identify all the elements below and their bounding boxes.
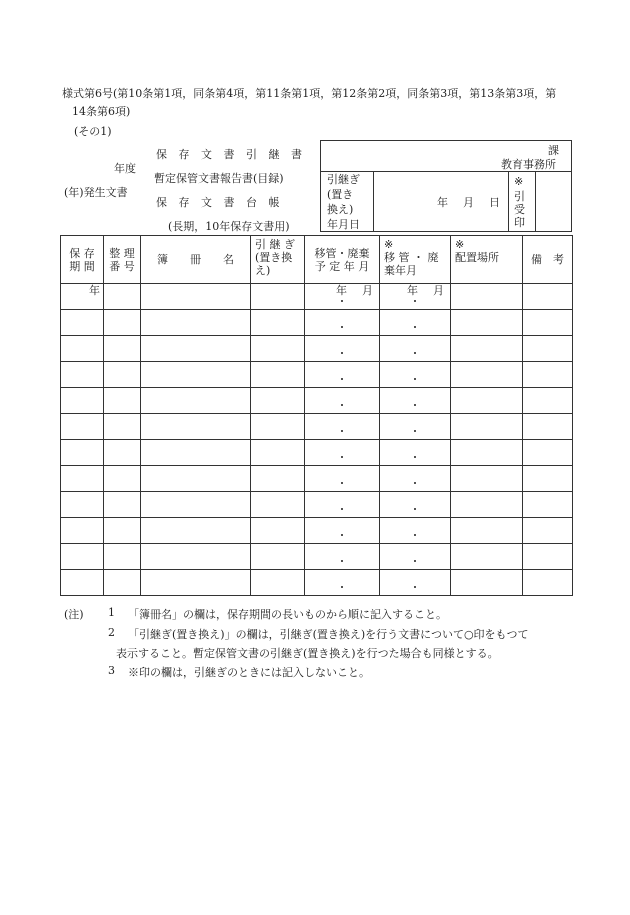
table-row [61, 570, 573, 596]
col-transfer-line1: 移管・廃棄 [314, 246, 370, 260]
year-unit: 年 [89, 284, 100, 297]
date-dot: ・ [409, 451, 421, 464]
date-dot: ・ [409, 321, 421, 334]
table-cell [251, 284, 305, 310]
table-cell [104, 310, 141, 336]
table-cell [523, 518, 573, 544]
table-row [61, 310, 573, 336]
table-cell [380, 518, 451, 544]
table-cell [523, 388, 573, 414]
table-cell [61, 544, 104, 570]
date-dot: ・ [409, 581, 421, 594]
table-cell [380, 414, 451, 440]
table-cell [451, 440, 523, 466]
table-cell [104, 570, 141, 596]
dept-label: 課 [548, 144, 559, 157]
table-cell [251, 518, 305, 544]
form-title-cont: 14条第6項) [72, 105, 131, 118]
table-cell [104, 414, 141, 440]
table-cell [523, 414, 573, 440]
table-cell [451, 362, 523, 388]
table-cell [61, 518, 104, 544]
table-cell [104, 544, 141, 570]
table-cell [305, 440, 380, 466]
table-cell [61, 310, 104, 336]
date-dot: ・ [336, 399, 348, 412]
table-row [61, 518, 573, 544]
table-row [61, 440, 573, 466]
col-handover-line3: え) [255, 264, 271, 277]
note-1-text: 「簿冊名」の欄は，保存期間の長いものから順に記入すること。 [128, 608, 447, 621]
table-cell [104, 518, 141, 544]
header-vline-1 [373, 171, 374, 232]
table-cell [305, 466, 380, 492]
table-cell [251, 310, 305, 336]
col-location [451, 236, 523, 284]
table-cell [61, 570, 104, 596]
table-row [61, 336, 573, 362]
date-dot: ・ [336, 581, 348, 594]
header-vline-2 [508, 171, 509, 232]
note-2-cont: 表示すること。暫定保管文書の引継ぎ(置き換え)を行つた場合も同様とする。 [116, 647, 499, 660]
table-cell [141, 440, 251, 466]
year-label: 年度 [114, 162, 136, 175]
book-subtitle: (長期，10年保存文書用) [168, 220, 290, 233]
table-cell [523, 492, 573, 518]
table-cell [451, 284, 523, 310]
form-title: 様式第6号(第10条第1項，同条第4項，第11条第1項，第12条第2項，同条第3項，第13条第3項，第 [62, 87, 557, 100]
table-cell [251, 440, 305, 466]
ym-unit: 年 月 [336, 284, 375, 297]
table-cell [141, 466, 251, 492]
book-title-3: 保 存 文 書 台 帳 [156, 196, 284, 209]
table-cell [141, 362, 251, 388]
table-cell [141, 414, 251, 440]
col-number-line1: 整 理 [109, 246, 135, 260]
date-dot: ・ [336, 321, 348, 334]
table-cell [251, 388, 305, 414]
table-cell [305, 518, 380, 544]
date-dot: ・ [336, 425, 348, 438]
table-cell [451, 570, 523, 596]
table-cell [61, 466, 104, 492]
table-cell [141, 310, 251, 336]
table-cell [141, 544, 251, 570]
table-cell [305, 414, 380, 440]
note-3-text: ※印の欄は，引継ぎのときには記入しないこと。 [128, 666, 370, 679]
table-cell [104, 492, 141, 518]
table-cell [104, 466, 141, 492]
col-transfer [305, 236, 380, 284]
origin-label: (年)発生文書 [64, 186, 128, 199]
table-cell [104, 336, 141, 362]
seal-char-3: 印 [514, 216, 525, 229]
col-location-label: 配置場所 [455, 251, 499, 264]
table-cell [380, 544, 451, 570]
col-period [61, 236, 104, 284]
table-cell [251, 414, 305, 440]
date-dot: ・ [409, 529, 421, 542]
table-cell [305, 284, 380, 310]
table-cell [523, 362, 573, 388]
table-cell [141, 492, 251, 518]
table-cell [451, 518, 523, 544]
col-remarks: 備 考 [523, 236, 573, 284]
handover-label-1: 引継ぎ [327, 173, 360, 186]
table-cell [451, 466, 523, 492]
col-transfer-date-mark: ※ [384, 238, 394, 251]
table-cell [61, 440, 104, 466]
table-cell [523, 310, 573, 336]
col-period-line1: 保 存 [69, 246, 95, 260]
seal-char-2: 受 [514, 203, 525, 216]
table-cell [141, 284, 251, 310]
table-cell [104, 284, 141, 310]
date-dot: ・ [409, 555, 421, 568]
note-1-num: 1 [108, 606, 115, 619]
table-cell [104, 388, 141, 414]
col-number-line2: 番 号 [109, 259, 135, 273]
table-cell [305, 544, 380, 570]
table-cell [451, 336, 523, 362]
date-dot: ・ [336, 347, 348, 360]
header-vline-3 [535, 171, 536, 232]
table-cell [380, 492, 451, 518]
date-dot: ・ [409, 399, 421, 412]
office-label: 教育事務所 [501, 158, 556, 171]
notes-label: (注) [64, 608, 84, 621]
col-handover-line2: (置き換 [255, 251, 293, 264]
table-row [61, 492, 573, 518]
date-dot: ・ [336, 373, 348, 386]
table-cell [305, 570, 380, 596]
table-cell [141, 518, 251, 544]
col-transfer-date-line2: 棄年月 [384, 264, 417, 277]
table-cell [305, 492, 380, 518]
date-dot: ・ [409, 295, 421, 308]
table-cell [104, 362, 141, 388]
table-cell [251, 362, 305, 388]
table-cell [305, 362, 380, 388]
date-dot: ・ [409, 347, 421, 360]
table-cell [523, 544, 573, 570]
form-part: (その1) [74, 125, 112, 138]
handover-label-3: 換え) [327, 203, 354, 216]
col-location-mark: ※ [455, 238, 465, 251]
table-cell [305, 336, 380, 362]
note-2-text: 「引継ぎ(置き換え)」の欄は，引継ぎ(置き換え)を行う文書について○印をもつて [128, 628, 529, 641]
table-cell [523, 570, 573, 596]
date-dot: ・ [409, 373, 421, 386]
table-cell [380, 388, 451, 414]
table-cell [451, 544, 523, 570]
records-table [60, 235, 573, 596]
table-cell [61, 414, 104, 440]
table-row [61, 388, 573, 414]
note-2-num: 2 [108, 626, 115, 639]
col-handover-line1: 引 継 ぎ [255, 238, 295, 251]
table-cell [141, 336, 251, 362]
table-cell [61, 388, 104, 414]
date-dot: ・ [409, 503, 421, 516]
col-transfer-date [380, 236, 451, 284]
table-cell [380, 310, 451, 336]
col-number [104, 236, 141, 284]
table-cell [141, 570, 251, 596]
table-row [61, 466, 573, 492]
table-cell [305, 310, 380, 336]
table-cell [380, 466, 451, 492]
date-dot: ・ [336, 529, 348, 542]
table-cell [523, 466, 573, 492]
book-title-2: 暫定保管文書報告書(目録) [154, 172, 284, 185]
col-period-line2: 期 間 [69, 259, 95, 273]
book-title-1: 保 存 文 書 引 継 書 [156, 148, 306, 161]
ym-unit: 年 月 [407, 284, 446, 297]
table-cell [251, 570, 305, 596]
table-cell [380, 570, 451, 596]
table-cell [523, 336, 573, 362]
table-cell [451, 492, 523, 518]
table-row [61, 544, 573, 570]
date-dot: ・ [336, 295, 348, 308]
table-cell [141, 388, 251, 414]
date-dot: ・ [336, 477, 348, 490]
col-transfer-date-line1: 移 管 ・ 廃 [384, 251, 439, 264]
handover-label-4: 年月日 [327, 218, 360, 231]
col-bookname: 簿 冊 名 [141, 236, 251, 284]
table-cell [251, 544, 305, 570]
date-label: 年 月 日 [437, 196, 502, 209]
table-row [61, 284, 573, 310]
seal-mark: ※ [514, 175, 524, 188]
table-cell [523, 284, 573, 310]
date-dot: ・ [336, 555, 348, 568]
table-cell [451, 414, 523, 440]
table-cell [61, 284, 104, 310]
table-cell [61, 492, 104, 518]
date-dot: ・ [409, 425, 421, 438]
table-cell [61, 336, 104, 362]
note-3-num: 3 [108, 664, 115, 677]
date-dot: ・ [336, 503, 348, 516]
table-cell [523, 440, 573, 466]
date-dot: ・ [336, 451, 348, 464]
col-transfer-line2: 予 定 年 月 [314, 259, 370, 273]
table-row [61, 362, 573, 388]
header-row [61, 236, 573, 284]
table-cell [104, 440, 141, 466]
table-cell [380, 362, 451, 388]
table-cell [451, 388, 523, 414]
table-cell [251, 492, 305, 518]
col-handover [251, 236, 305, 284]
seal-char-1: 引 [514, 190, 525, 203]
table-cell [251, 466, 305, 492]
table-cell [251, 336, 305, 362]
table-cell [380, 440, 451, 466]
table-cell [61, 362, 104, 388]
table-cell [380, 284, 451, 310]
table-cell [451, 310, 523, 336]
handover-label-2: (置き [327, 188, 354, 201]
table-row [61, 414, 573, 440]
table-cell [380, 336, 451, 362]
date-dot: ・ [409, 477, 421, 490]
table-cell [305, 388, 380, 414]
